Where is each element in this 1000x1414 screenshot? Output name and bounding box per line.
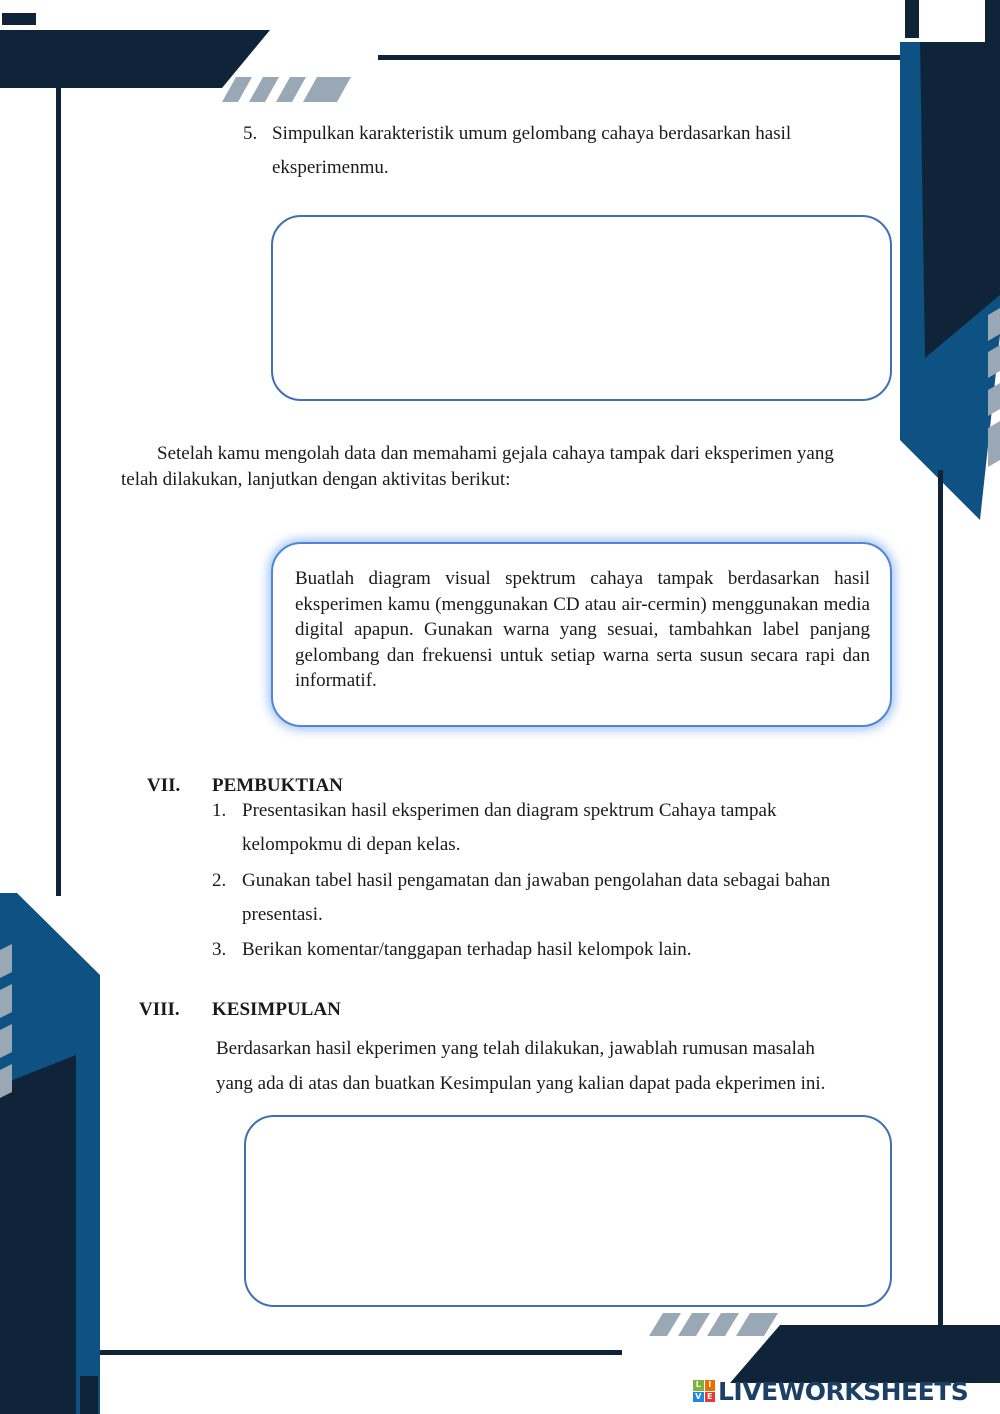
corner-bar-bottom: [80, 1376, 98, 1414]
list-item-line2: kelompokmu di depan kelas.: [242, 834, 461, 855]
list-item-line1: Presentasikan hasil eksperimen dan diagram spektrum Cahaya tampak: [242, 800, 777, 821]
list-item-line1: Gunakan tabel hasil pengamatan dan jawaban pengolahan data sebagai bahan: [242, 870, 831, 891]
corner-bar: [2, 13, 36, 25]
logo-letter: I: [705, 1380, 716, 1391]
question-5-line2: eksperimenmu.: [272, 157, 389, 178]
corner-banner: [0, 30, 270, 88]
list-item-number: 3.: [212, 939, 227, 960]
logo-letter: V: [693, 1392, 704, 1403]
list-item-number: 1.: [212, 800, 227, 821]
frame-line-right: [938, 470, 943, 1336]
liveworksheets-wordmark: LIVEWORKSHEETS: [718, 1376, 969, 1406]
answer-box-question-5[interactable]: [271, 215, 892, 401]
answer-box-conclusion[interactable]: [244, 1115, 892, 1307]
question-5-number: 5.: [243, 123, 258, 144]
section-7-numeral: VII.: [147, 775, 181, 796]
corner-banner-bottom: [730, 1325, 1000, 1383]
corner-bar-right: [905, 0, 919, 38]
section-7-title: PEMBUKTIAN: [212, 775, 343, 796]
intro-line1: Setelah kamu mengolah data dan memahami gejala cahaya tampak dari eksperimen yang: [157, 443, 834, 464]
conclusion-line2: yang ada di atas dan buatkan Kesimpulan yang kalian dapat pada ekperimen ini.: [216, 1073, 826, 1094]
frame-line-top: [378, 55, 900, 60]
frame-line-left: [56, 88, 61, 896]
stripe: [276, 77, 306, 102]
stripe: [736, 1313, 778, 1336]
logo-letter: L: [693, 1380, 704, 1391]
section-8-numeral: VIII.: [139, 999, 180, 1020]
liveworksheets-brand[interactable]: [693, 1376, 968, 1406]
stripe: [707, 1313, 739, 1336]
corner-panel-left-navy: [0, 1055, 76, 1414]
corner-bar-right: [985, 0, 1000, 42]
intro-line2: telah dilakukan, lanjutkan dengan aktivitas berikut:: [121, 469, 511, 490]
list-item-line2: presentasi.: [242, 904, 323, 925]
stripe: [649, 1313, 681, 1336]
conclusion-line1: Berdasarkan hasil ekperimen yang telah dilakukan, jawablah rumusan masalah: [216, 1038, 815, 1059]
task-text: Buatlah diagram visual spektrum cahaya tampak berdasarkan hasil eksperimen kamu (menggunakan CD atau air-cermin) menggunakan media digital apapun. Gunakan warna yang sesuai, tambahkan label panjang gelombang dan frekuensi untuk setiap warna serta susun secara rapi dan informatif.: [295, 568, 870, 691]
liveworksheets-logo-icon: [693, 1380, 715, 1402]
stripe: [988, 421, 1000, 467]
stripe: [303, 77, 351, 102]
stripe: [678, 1313, 710, 1336]
list-item-number: 2.: [212, 870, 227, 891]
stripe: [249, 77, 279, 102]
logo-letter: E: [705, 1392, 716, 1403]
task-box: [271, 542, 892, 727]
section-8-title: KESIMPULAN: [212, 999, 341, 1020]
question-5-line1: Simpulkan karakteristik umum gelombang cahaya berdasarkan hasil: [272, 123, 792, 144]
list-item-line1: Berikan komentar/tanggapan terhadap hasil kelompok lain.: [242, 939, 692, 960]
frame-line-bottom: [100, 1350, 622, 1355]
